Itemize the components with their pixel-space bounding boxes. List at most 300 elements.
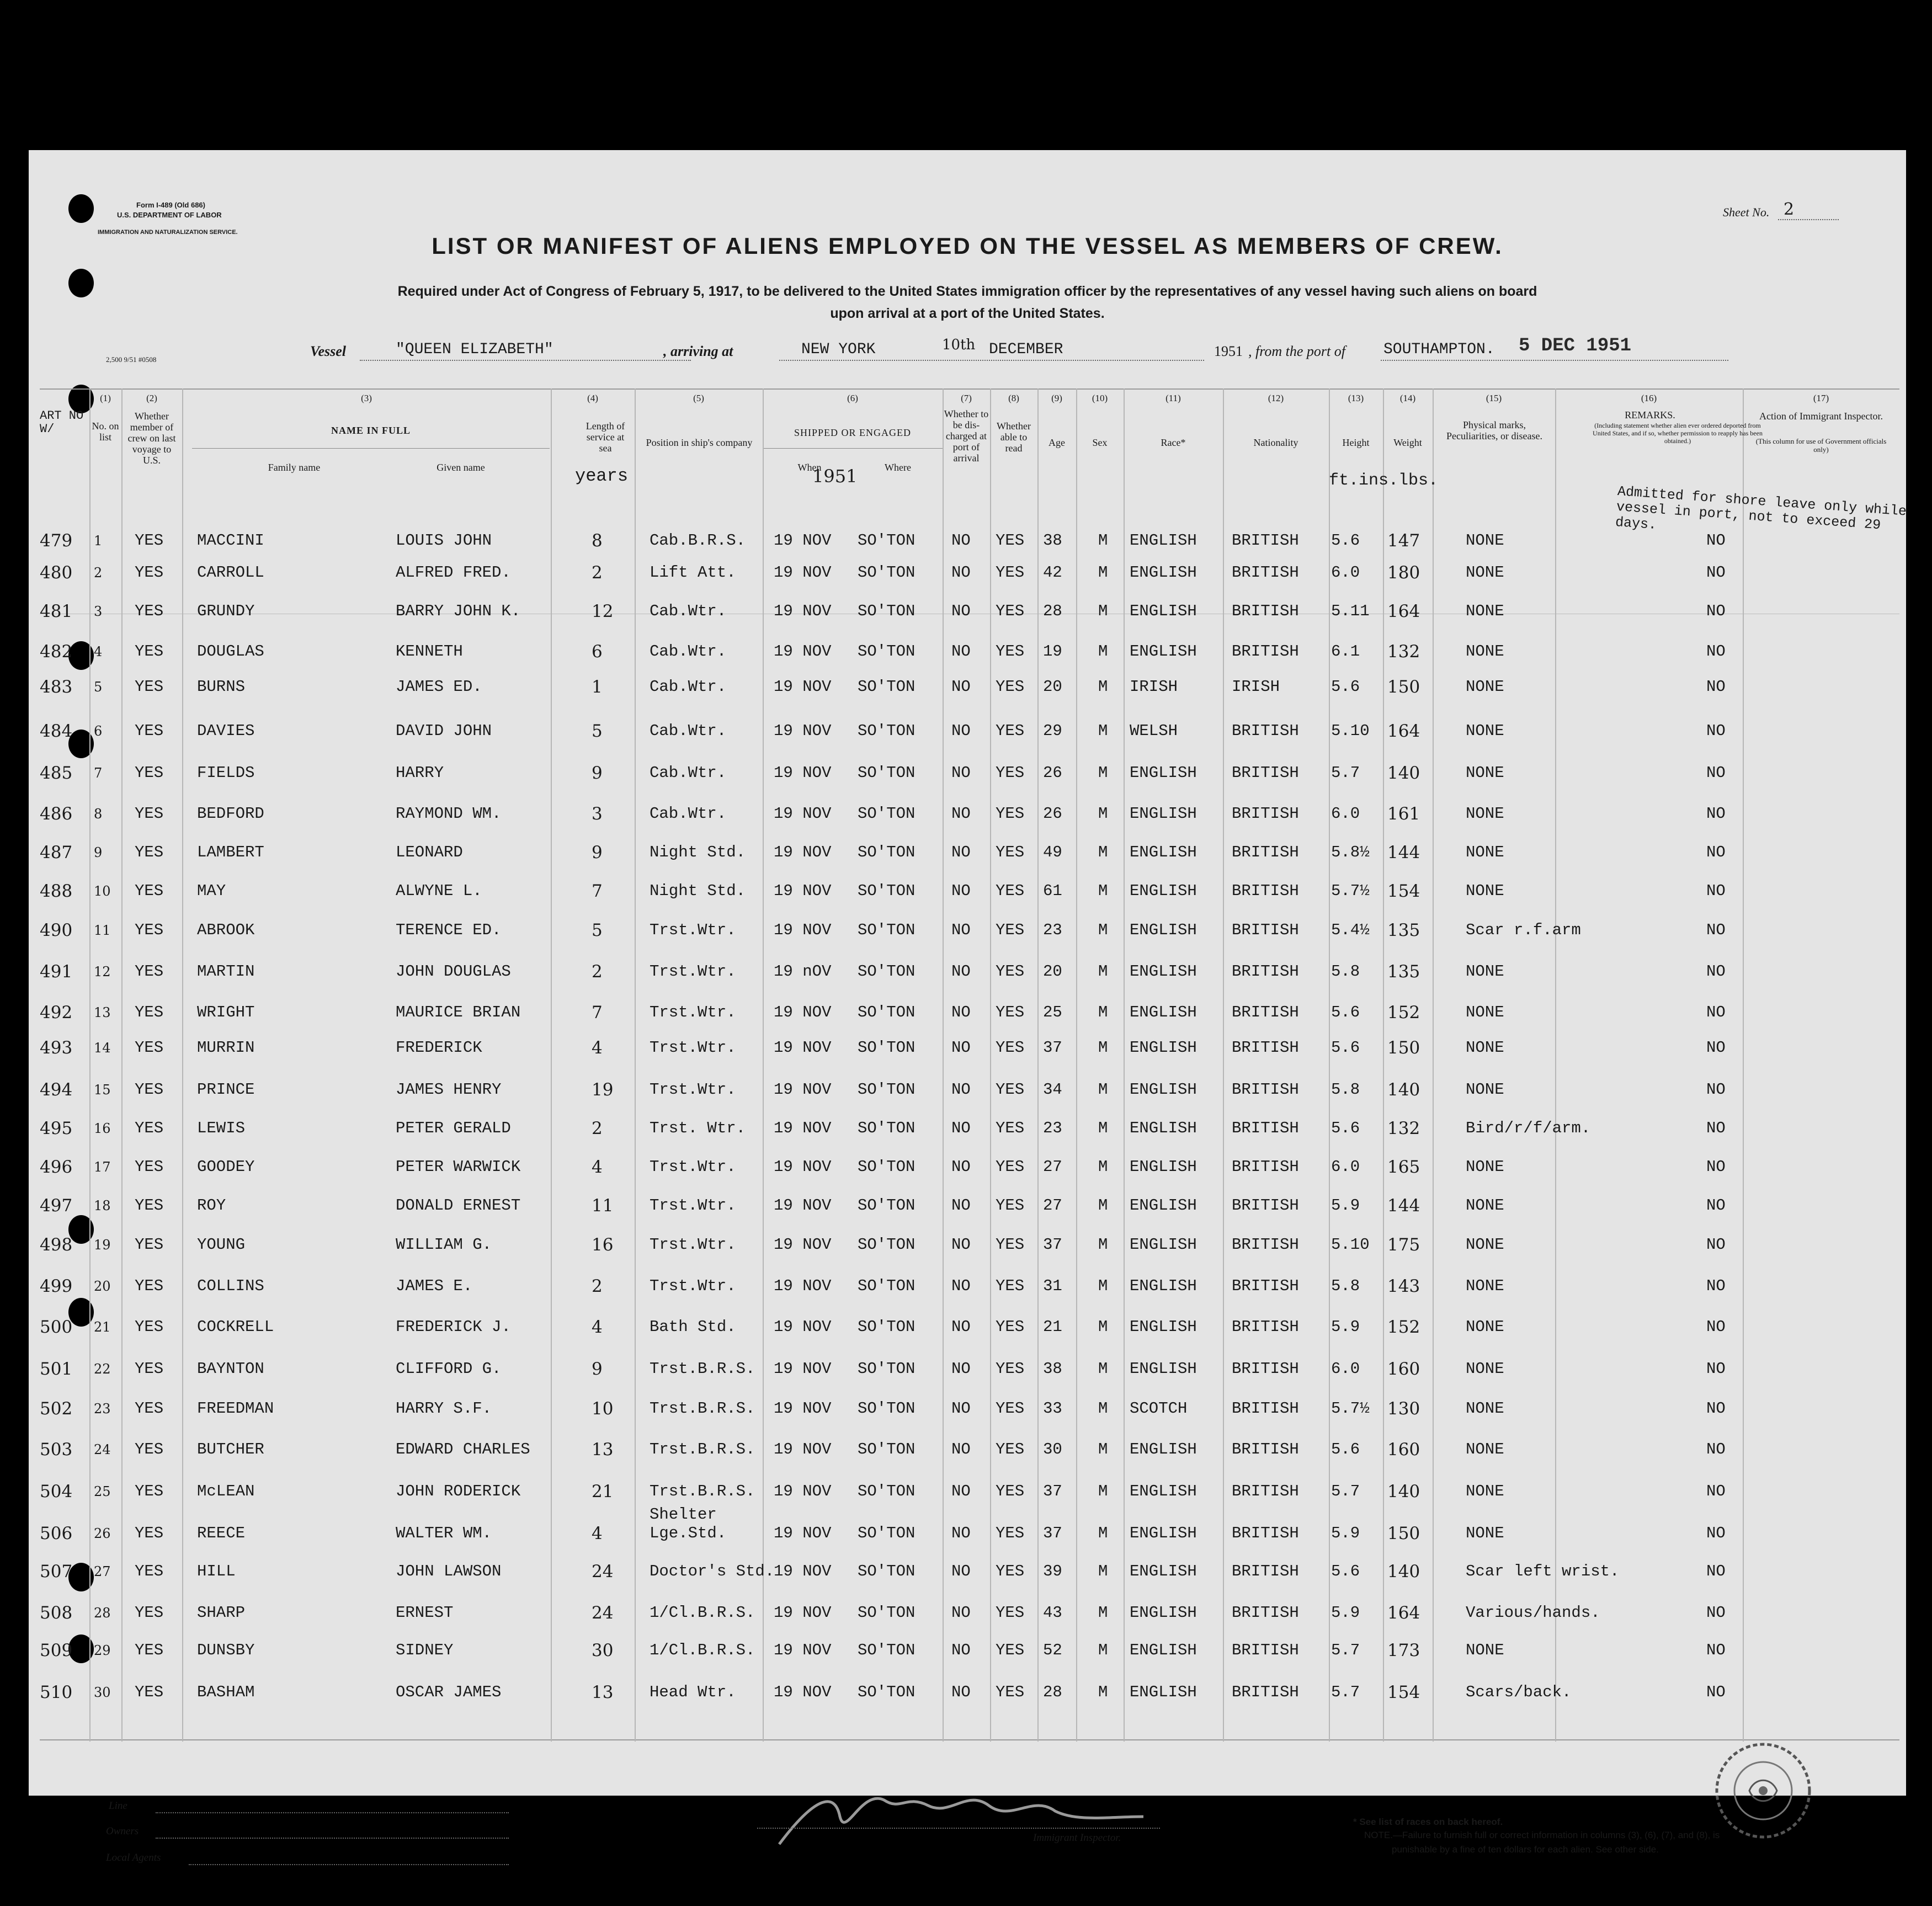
act-subtitle: Required under Act of Congress of February 5, 1917, to be delivered to the United States immigration officer by the representatives of any vessel having such aliens on board xyxy=(397,284,1537,299)
weight: 160 xyxy=(1387,1359,1420,1379)
sex: M xyxy=(1098,1003,1108,1021)
given-name: DONALD ERNEST xyxy=(396,1196,521,1215)
from-line xyxy=(1381,360,1728,361)
sex: M xyxy=(1098,921,1108,939)
nationality: BRITISH xyxy=(1232,642,1299,661)
family-name: COCKRELL xyxy=(197,1318,274,1336)
list-no: 24 xyxy=(94,1442,111,1457)
nationality: BRITISH xyxy=(1232,1399,1299,1418)
art-no: 491 xyxy=(40,962,73,982)
shipped-where: SO'TON xyxy=(858,1039,916,1057)
member-flag: YES xyxy=(135,1683,164,1701)
discharge-flag: NO xyxy=(951,722,971,740)
given-name: SIDNEY xyxy=(396,1641,454,1659)
given-name: WILLIAM G. xyxy=(396,1236,492,1254)
ht-wt-units: ft.ins.lbs. xyxy=(1329,471,1439,490)
height: 5.8 xyxy=(1331,962,1360,981)
shipped-where: SO'TON xyxy=(858,1318,916,1336)
member-flag: YES xyxy=(135,921,164,939)
race-header: Race* xyxy=(1161,437,1186,448)
race: ENGLISH xyxy=(1130,1158,1197,1176)
discharge-flag: NO xyxy=(951,1604,971,1622)
fine-note-2: punishable by a fine of ten dollars for each alien. See other side. xyxy=(1392,1844,1659,1855)
physical-marks: NONE xyxy=(1466,882,1504,900)
shipped-when: 19 NOV xyxy=(774,1683,832,1701)
position: Doctor's Std. xyxy=(650,1562,775,1580)
when-header: When xyxy=(797,462,822,473)
member-flag: YES xyxy=(135,1003,164,1021)
table-row xyxy=(29,1440,1906,1468)
family-name: DAVIES xyxy=(197,722,255,740)
height: 5.4½ xyxy=(1331,921,1370,939)
age: 26 xyxy=(1043,764,1062,782)
list-no: 29 xyxy=(94,1643,111,1658)
art-no: 484 xyxy=(40,721,73,741)
list-no: 6 xyxy=(94,723,103,739)
physical-marks: NONE xyxy=(1466,962,1504,981)
shipped-when: 19 NOV xyxy=(774,563,832,582)
family-name: BUTCHER xyxy=(197,1440,264,1458)
position: Cab.Wtr. xyxy=(650,805,727,823)
list-no: 2 xyxy=(94,565,103,581)
height: 5.6 xyxy=(1331,1119,1360,1137)
family-name: BASHAM xyxy=(197,1683,255,1701)
physical-marks: NONE xyxy=(1466,843,1504,861)
art-no: 486 xyxy=(40,804,73,824)
table-row xyxy=(29,1039,1906,1066)
nationality: IRISH xyxy=(1232,678,1280,696)
shipped-when: 19 NOV xyxy=(774,1440,832,1458)
vessel-line xyxy=(360,360,691,361)
read-flag: YES xyxy=(996,921,1025,939)
weight: 135 xyxy=(1387,920,1420,940)
nationality: BRITISH xyxy=(1232,1524,1299,1542)
sex: M xyxy=(1098,882,1108,900)
height: 6.0 xyxy=(1331,563,1360,582)
age: 37 xyxy=(1043,1039,1062,1057)
service-years: 13 xyxy=(592,1440,614,1460)
shipped-where: SO'TON xyxy=(858,1399,916,1418)
discharge-flag: NO xyxy=(951,1562,971,1580)
weight: 144 xyxy=(1387,1196,1420,1216)
art-no: 487 xyxy=(40,843,73,863)
service-years: 4 xyxy=(592,1317,603,1337)
read-flag: YES xyxy=(996,1003,1025,1021)
action-header: Action of Immigrant Inspector. xyxy=(1759,411,1883,422)
age: 21 xyxy=(1043,1318,1062,1336)
position: Trst.B.R.S. xyxy=(650,1482,755,1500)
member-flag: YES xyxy=(135,1119,164,1137)
given-name: ALFRED FRED. xyxy=(396,563,511,582)
member-flag: YES xyxy=(135,1524,164,1542)
age: 26 xyxy=(1043,805,1062,823)
given-name: PETER WARWICK xyxy=(396,1158,521,1176)
action-flag: NO xyxy=(1706,1440,1726,1458)
age: 43 xyxy=(1043,1604,1062,1622)
given-name: DAVID JOHN xyxy=(396,722,492,740)
list-no: 7 xyxy=(94,765,103,781)
given-name: PETER GERALD xyxy=(396,1119,511,1137)
shipped-where: SO'TON xyxy=(858,1158,916,1176)
race: ENGLISH xyxy=(1130,1641,1197,1659)
weight: 161 xyxy=(1387,804,1420,824)
nationality: BRITISH xyxy=(1232,1003,1299,1021)
member-flag: YES xyxy=(135,1318,164,1336)
shipped-when: 19 NOV xyxy=(774,1562,832,1580)
physical-marks: NONE xyxy=(1466,1003,1504,1021)
service-years: 24 xyxy=(592,1562,614,1582)
read-flag: YES xyxy=(996,1524,1025,1542)
age: 39 xyxy=(1043,1562,1062,1580)
shipped-when: 19 NOV xyxy=(774,882,832,900)
read-flag: YES xyxy=(996,1604,1025,1622)
given-name: HARRY S.F. xyxy=(396,1399,492,1418)
shipped-where: SO'TON xyxy=(858,1196,916,1215)
position: Trst.Wtr. xyxy=(650,1080,736,1099)
discharge-flag: NO xyxy=(951,1003,971,1021)
action-note: (This column for use of Government officials only) xyxy=(1755,437,1887,454)
shipped-where: SO'TON xyxy=(858,1003,916,1021)
col-num: (10) xyxy=(1092,393,1108,403)
action-flag: NO xyxy=(1706,1641,1726,1659)
family-name: HILL xyxy=(197,1562,236,1580)
art-no: 482 xyxy=(40,642,73,662)
position: Lift Att. xyxy=(650,563,736,582)
family-name: GOODEY xyxy=(197,1158,255,1176)
action-flag: NO xyxy=(1706,921,1726,939)
height: 5.9 xyxy=(1331,1604,1360,1622)
list-no: 14 xyxy=(94,1040,111,1056)
art-no: 488 xyxy=(40,881,73,901)
sex: M xyxy=(1098,1482,1108,1500)
race: ENGLISH xyxy=(1130,1360,1197,1378)
nationality: BRITISH xyxy=(1232,531,1299,550)
discharged-header: Whether to be dis-charged at port of arrival xyxy=(944,408,989,464)
member-flag: YES xyxy=(135,1080,164,1099)
physical-marks: NONE xyxy=(1466,563,1504,582)
nationality: BRITISH xyxy=(1232,1119,1299,1137)
list-no: 30 xyxy=(94,1685,111,1700)
art-no: 509 xyxy=(40,1641,73,1660)
shipped-where: SO'TON xyxy=(858,843,916,861)
table-row xyxy=(29,764,1906,791)
arrival-port: NEW YORK xyxy=(801,341,876,358)
given-name: EDWARD CHARLES xyxy=(396,1440,530,1458)
table-row xyxy=(29,1080,1906,1108)
height: 5.8 xyxy=(1331,1277,1360,1295)
family-name: MACCINI xyxy=(197,531,264,550)
race: IRISH xyxy=(1130,678,1178,696)
table-row xyxy=(29,563,1906,591)
col-num: (2) xyxy=(146,393,157,403)
family-name: REECE xyxy=(197,1524,246,1542)
discharge-flag: NO xyxy=(951,1683,971,1701)
family-name: CARROLL xyxy=(197,563,264,582)
art-no: 494 xyxy=(40,1080,73,1100)
action-flag: NO xyxy=(1706,1196,1726,1215)
inspector-line xyxy=(757,1828,1160,1829)
shipped-where: SO'TON xyxy=(858,1604,916,1622)
action-flag: NO xyxy=(1706,1482,1726,1500)
length-header: Length of service at sea xyxy=(586,420,625,454)
race: WELSH xyxy=(1130,722,1178,740)
list-no: 19 xyxy=(94,1237,111,1253)
read-flag: YES xyxy=(996,1360,1025,1378)
member-flag: YES xyxy=(135,1482,164,1500)
date-stamp: 5 DEC 1951 xyxy=(1519,336,1632,356)
nationality: BRITISH xyxy=(1232,602,1299,620)
shipped-when: 19 NOV xyxy=(774,531,832,550)
owners-field xyxy=(156,1838,509,1839)
service-years: 2 xyxy=(592,1276,603,1296)
sex: M xyxy=(1098,1604,1108,1622)
age: 42 xyxy=(1043,563,1062,582)
age: 31 xyxy=(1043,1277,1062,1295)
discharge-flag: NO xyxy=(951,1277,971,1295)
weight: 140 xyxy=(1387,1482,1420,1502)
table-row xyxy=(29,1505,1906,1552)
list-no: 5 xyxy=(94,679,103,695)
height: 5.9 xyxy=(1331,1318,1360,1336)
col-num: (17) xyxy=(1813,393,1829,403)
position-header: Position in ship's company xyxy=(646,437,753,448)
table-row xyxy=(29,1604,1906,1631)
service-years: 24 xyxy=(592,1603,614,1623)
sex: M xyxy=(1098,805,1108,823)
service-years: 21 xyxy=(592,1482,614,1502)
sex-header: Sex xyxy=(1092,437,1108,448)
line-field xyxy=(156,1812,509,1813)
given-name-header: Given name xyxy=(437,462,485,473)
service-years: 3 xyxy=(592,804,603,824)
family-name: ROY xyxy=(197,1196,226,1215)
shipped-where: SO'TON xyxy=(858,1360,916,1378)
age: 52 xyxy=(1043,1641,1062,1659)
table-row xyxy=(29,962,1906,990)
shipped-when: 19 NOV xyxy=(774,921,832,939)
shipped-where: SO'TON xyxy=(858,805,916,823)
given-name: JAMES HENRY xyxy=(396,1080,502,1099)
name-full-header: NAME IN FULL xyxy=(331,425,411,436)
sheet-no: 2 xyxy=(1784,200,1795,219)
nationality: BRITISH xyxy=(1232,1604,1299,1622)
shipped-when: 19 NOV xyxy=(774,1236,832,1254)
list-no: 12 xyxy=(94,964,111,979)
position: Cab.Wtr. xyxy=(650,764,727,782)
action-flag: NO xyxy=(1706,1318,1726,1336)
position-line-1: Shelter xyxy=(650,1505,717,1524)
family-name: FREEDMAN xyxy=(197,1399,274,1418)
shipped-when: 19 NOV xyxy=(774,1524,832,1542)
position: Head Wtr. xyxy=(650,1683,736,1701)
shipped-when: 19 NOV xyxy=(774,678,832,696)
service-years: 2 xyxy=(592,563,603,583)
col-num: (14) xyxy=(1399,393,1416,403)
physical-marks: NONE xyxy=(1466,1641,1504,1659)
col-num: (9) xyxy=(1051,393,1062,403)
read-flag: YES xyxy=(996,563,1025,582)
sex: M xyxy=(1098,531,1108,550)
sex: M xyxy=(1098,1080,1108,1099)
action-flag: NO xyxy=(1706,1604,1726,1622)
physical-marks: NONE xyxy=(1466,1277,1504,1295)
member-flag: YES xyxy=(135,882,164,900)
service-years: 9 xyxy=(592,763,603,783)
race: ENGLISH xyxy=(1130,563,1197,582)
weight: 175 xyxy=(1387,1235,1420,1255)
position: Trst.B.R.S. xyxy=(650,1440,755,1458)
list-no: 4 xyxy=(94,644,103,659)
punch-hole xyxy=(68,194,94,223)
height: 5.6 xyxy=(1331,1562,1360,1580)
col-num: (6) xyxy=(847,393,858,403)
shipped-when: 19 NOV xyxy=(774,1399,832,1418)
service-years: 9 xyxy=(592,843,603,863)
shipped-when: 19 nOV xyxy=(774,962,832,981)
col-num: (3) xyxy=(361,393,372,403)
discharge-flag: NO xyxy=(951,1080,971,1099)
agents-label: Local Agents xyxy=(106,1852,161,1864)
age: 38 xyxy=(1043,1360,1062,1378)
table-row xyxy=(29,843,1906,871)
list-no: 26 xyxy=(94,1526,111,1541)
art-no: 507 xyxy=(40,1562,73,1582)
member-flag: YES xyxy=(135,1440,164,1458)
position: 1/Cl.B.R.S. xyxy=(650,1641,755,1659)
race: ENGLISH xyxy=(1130,805,1197,823)
position: Trst.Wtr. xyxy=(650,1003,736,1021)
vessel-name: "QUEEN ELIZABETH" xyxy=(396,341,553,358)
shipped-when: 19 NOV xyxy=(774,1039,832,1057)
years-unit: years xyxy=(575,466,629,486)
read-flag: YES xyxy=(996,602,1025,620)
read-flag: YES xyxy=(996,1683,1025,1701)
member-flag: YES xyxy=(135,1236,164,1254)
age: 20 xyxy=(1043,962,1062,981)
position: Cab.Wtr. xyxy=(650,602,727,620)
nationality: BRITISH xyxy=(1232,1039,1299,1057)
discharge-flag: NO xyxy=(951,602,971,620)
action-flag: NO xyxy=(1706,1158,1726,1176)
member-flag: YES xyxy=(135,1277,164,1295)
given-name: ALWYNE L. xyxy=(396,882,482,900)
family-name: SHARP xyxy=(197,1604,246,1622)
race: ENGLISH xyxy=(1130,531,1197,550)
races-note: * See list of races on back hereof. xyxy=(1353,1817,1503,1827)
family-name: MURRIN xyxy=(197,1039,255,1057)
owners-label: Owners xyxy=(106,1825,139,1837)
position: Lge.Std. xyxy=(650,1524,727,1542)
weight: 173 xyxy=(1387,1641,1420,1660)
family-name: BEDFORD xyxy=(197,805,264,823)
sex: M xyxy=(1098,1277,1108,1295)
physical-marks: NONE xyxy=(1466,1236,1504,1254)
given-name: WALTER WM. xyxy=(396,1524,492,1542)
discharge-flag: NO xyxy=(951,1236,971,1254)
table-row xyxy=(29,1482,1906,1510)
shipped-when: 19 NOV xyxy=(774,764,832,782)
read-flag: YES xyxy=(996,1440,1025,1458)
given-name: MAURICE BRIAN xyxy=(396,1003,521,1021)
position: Bath Std. xyxy=(650,1318,736,1336)
table-row xyxy=(29,1119,1906,1147)
physical-marks: NONE xyxy=(1466,531,1504,550)
height: 5.7½ xyxy=(1331,882,1370,900)
race: ENGLISH xyxy=(1130,1236,1197,1254)
sheet-no-label: Sheet No. xyxy=(1723,205,1770,219)
member-flag: YES xyxy=(135,1360,164,1378)
nationality: BRITISH xyxy=(1232,1196,1299,1215)
given-name: FREDERICK xyxy=(396,1039,482,1057)
list-no: 9 xyxy=(94,845,103,860)
family-name: LEWIS xyxy=(197,1119,246,1137)
shipped-where: SO'TON xyxy=(858,764,916,782)
col-num: (5) xyxy=(693,393,704,403)
action-flag: NO xyxy=(1706,1524,1726,1542)
position: Trst.Wtr. xyxy=(650,1039,736,1057)
discharge-flag: NO xyxy=(951,1196,971,1215)
physical-marks: NONE xyxy=(1466,1440,1504,1458)
art-no: 490 xyxy=(40,920,73,940)
action-flag: NO xyxy=(1706,882,1726,900)
physical-marks: Scar left wrist. xyxy=(1466,1562,1620,1580)
nationality: BRITISH xyxy=(1232,1683,1299,1701)
race: ENGLISH xyxy=(1130,764,1197,782)
member-flag: YES xyxy=(135,1158,164,1176)
list-no: 23 xyxy=(94,1401,111,1417)
sex: M xyxy=(1098,843,1108,861)
read-flag: YES xyxy=(996,1482,1025,1500)
table-row xyxy=(29,1003,1906,1031)
physical-marks: NONE xyxy=(1466,678,1504,696)
table-row xyxy=(29,1360,1906,1387)
shipped-when: 19 NOV xyxy=(774,1318,832,1336)
shipped-when: 19 NOV xyxy=(774,602,832,620)
position: Trst.B.R.S. xyxy=(650,1399,755,1418)
nationality: BRITISH xyxy=(1232,1080,1299,1099)
read-flag: YES xyxy=(996,1236,1025,1254)
service-years: 30 xyxy=(592,1641,614,1660)
weight: 150 xyxy=(1387,677,1420,697)
col-num: (1) xyxy=(100,393,111,403)
weight: 160 xyxy=(1387,1440,1420,1460)
shipped-where: SO'TON xyxy=(858,1440,916,1458)
given-name: CLIFFORD G. xyxy=(396,1360,502,1378)
art-no: 495 xyxy=(40,1119,73,1138)
race: ENGLISH xyxy=(1130,1080,1197,1099)
from-port: SOUTHAMPTON. xyxy=(1383,341,1495,358)
shipped-where: SO'TON xyxy=(858,1641,916,1659)
given-name: FREDERICK J. xyxy=(396,1318,511,1336)
given-name: BARRY JOHN K. xyxy=(396,602,521,620)
sex: M xyxy=(1098,1119,1108,1137)
height: 5.7 xyxy=(1331,764,1360,782)
nationality: BRITISH xyxy=(1232,805,1299,823)
nationality: BRITISH xyxy=(1232,843,1299,861)
table-row xyxy=(29,1683,1906,1711)
discharge-flag: NO xyxy=(951,1641,971,1659)
weight: 180 xyxy=(1387,563,1420,583)
nationality: BRITISH xyxy=(1232,1440,1299,1458)
read-flag: YES xyxy=(996,1277,1025,1295)
shipped-header-rule xyxy=(763,448,943,449)
list-no: 16 xyxy=(94,1121,111,1136)
height: 5.7 xyxy=(1331,1683,1360,1701)
art-no: 503 xyxy=(40,1440,73,1460)
table-bottom-rule xyxy=(40,1739,1899,1740)
height-header: Height xyxy=(1342,437,1370,448)
list-no: 3 xyxy=(94,604,103,619)
